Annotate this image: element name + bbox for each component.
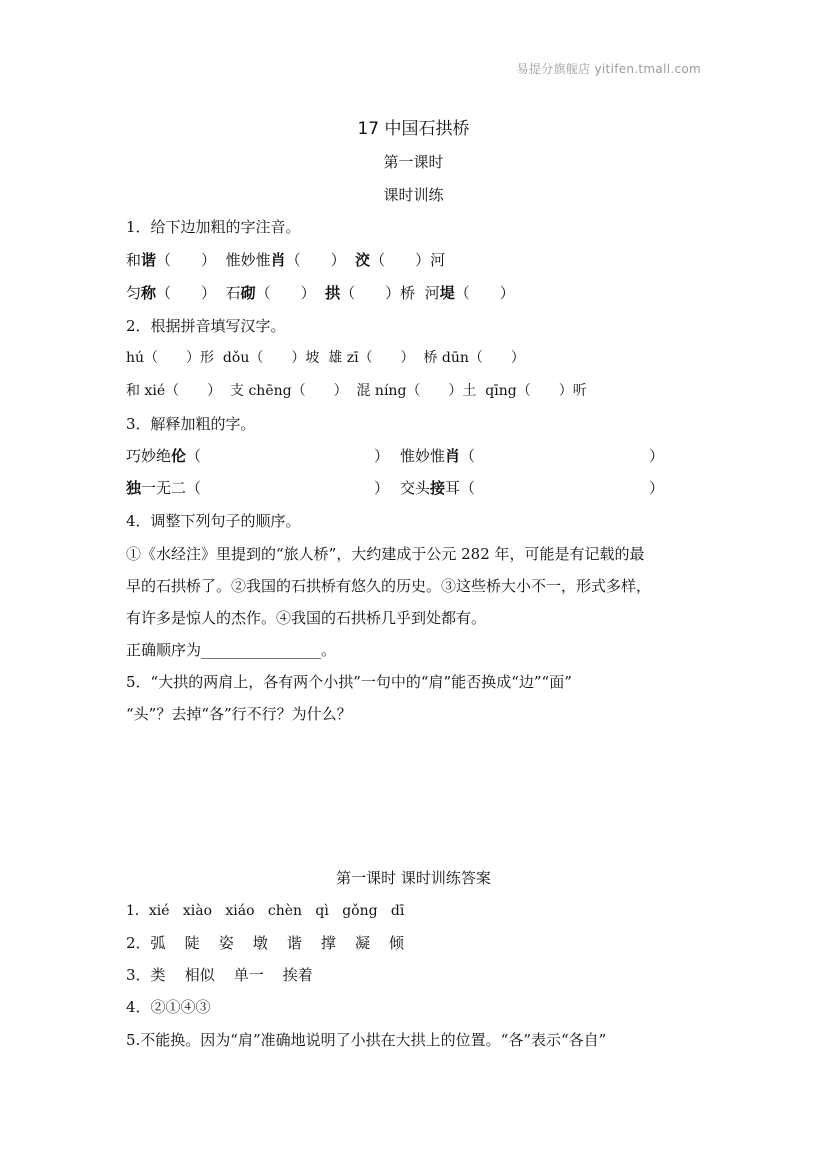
- lesson-subtitle: 第一课时: [383, 153, 444, 171]
- answer-1: 1．xié xiào xiáo chèn qì gǒng dī: [126, 903, 405, 919]
- q2-row2: 和 xié（ ） 支 chēng（ ） 混 níng（ ）土 qīng（ ）听: [126, 383, 587, 399]
- q3-heading: 3．解释加粗的字。: [126, 415, 256, 433]
- q4-line4: 正确顺序为________________。: [126, 641, 337, 659]
- answers-heading: 第一课时 课时训练答案: [336, 869, 491, 887]
- q4-heading: 4．调整下列句子的顺序。: [126, 512, 301, 530]
- q1-heading: 1．给下边加粗的字注音。: [126, 218, 301, 236]
- answer-5: 5.不能换。因为“肩”准确地说明了小拱在大拱上的位置。“各”表示“各自”: [126, 1031, 607, 1049]
- q2-heading: 2．根据拼音填写汉字。: [126, 317, 286, 335]
- exercise-subtitle: 课时训练: [383, 186, 444, 204]
- watermark: 易提分旗舰店 yitifen.tmall.com: [516, 62, 701, 76]
- q4-line1: ①《水经注》里提到的“旅人桥”，大约建成于公元 282 年，可能是有记载的最: [126, 545, 645, 563]
- q5-line1: 5．“大拱的两肩上，各有两个小拱”一句中的“肩”能否换成“边”“面”: [126, 673, 572, 691]
- q5-line2: “头”？去掉“各”行不行？为什么？: [126, 705, 352, 723]
- q2-row1: hú（ ）形 dǒu（ ）坡 雄 zī（ ） 桥 dūn（ ）: [126, 350, 525, 366]
- q1-row1: 和谐（ ） 惟妙惟肖（ ） 洨（ ）河: [126, 251, 446, 269]
- answer-3: 3．类 相似 单一 挨着: [126, 966, 313, 984]
- answer-4: 4．②①④③: [126, 998, 211, 1016]
- answer-2: 2．弧 陡 姿 墩 谐 撑 凝 倾: [126, 934, 405, 952]
- q1-row2: 匀称（ ） 石砌（ ） 拱（ ）桥 河堤（ ）: [126, 284, 515, 302]
- page-title: 17 中国石拱桥: [357, 119, 470, 139]
- q4-line2: 早的石拱桥了。②我国的石拱桥有悠久的历史。③这些桥大小不一，形式多样，: [126, 577, 652, 595]
- q4-line3: 有许多是惊人的杰作。④我国的石拱桥几乎到处都有。: [126, 609, 487, 627]
